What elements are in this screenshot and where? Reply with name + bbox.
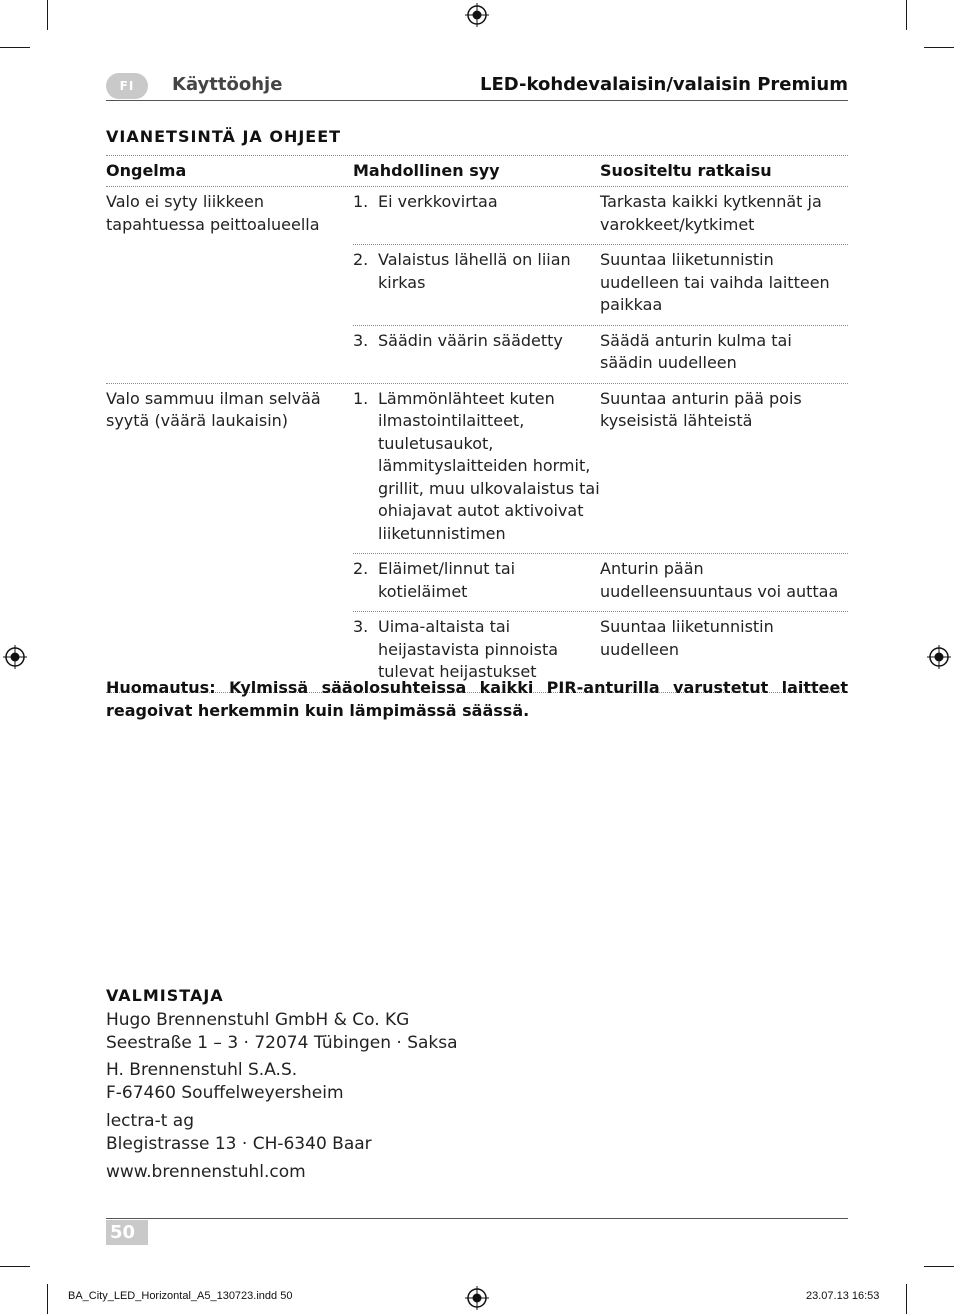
note-paragraph: Huomautus: Kylmissä sääolosuhteissa kaikki PIR-anturilla varustetut laitteet reagoivat herkemmin kuin lämpimässä säässä.: [106, 678, 848, 720]
footer-divider: [106, 1218, 848, 1219]
manufacturer-address-line: lectra-t ag: [106, 1111, 195, 1131]
crop-mark-bottom-right-h: [924, 1266, 954, 1267]
cause-list: [353, 187, 848, 383]
registration-mark-icon: [927, 645, 951, 669]
cause-number: 3.: [353, 330, 369, 350]
solution-cell: Tarkasta kaikki kytkennät ja varokkeet/kytkimet: [600, 192, 822, 234]
crop-mark-bottom-right-v: [906, 1284, 907, 1314]
manufacturer-address-line: Hugo Brennenstuhl GmbH & Co. KG: [106, 1010, 410, 1030]
problem-cell: Valo ei syty liikkeen tapahtuessa peittoalueella: [106, 192, 320, 234]
solution-cell: Suuntaa liiketunnistin uudelleen tai vaihda laitteen paikkaa: [600, 250, 830, 314]
cause-cell: [353, 558, 600, 603]
table-row: [353, 244, 848, 325]
crop-mark-top-left-v: [47, 0, 48, 30]
table-row: [353, 187, 848, 244]
table-row: [353, 384, 848, 554]
registration-mark-icon: [3, 645, 27, 669]
solution-cell: Suuntaa anturin pää pois kyseisistä lähteistä: [600, 388, 802, 430]
troubleshooting-table: [106, 155, 848, 693]
registration-mark-icon: [465, 1286, 489, 1310]
language-badge: FI: [106, 73, 148, 99]
crop-mark-top-right-v: [906, 0, 907, 30]
crop-mark-bottom-left-v: [47, 1284, 48, 1314]
header-right-title: LED-kohdevalaisin/valaisin Premium: [479, 74, 848, 95]
column-header-problem: Ongelma: [106, 160, 187, 180]
cause-list: [353, 384, 848, 692]
cause-number: 3.: [353, 617, 369, 636]
cause-text: Säädin väärin säädetty: [378, 330, 563, 350]
table-group: [106, 187, 848, 383]
table-row: [353, 553, 848, 611]
date-slug: 23.07.13 16:53: [806, 1290, 880, 1302]
table-header-row: [106, 156, 848, 186]
section-title: VIANETSINTÄ JA OHJEET: [106, 127, 342, 146]
manufacturer-address-line: H. Brennenstuhl S.A.S.: [106, 1060, 298, 1080]
cause-cell: [353, 249, 600, 317]
cause-number: 2.: [353, 250, 369, 269]
cause-number: 1.: [353, 388, 369, 408]
manufacturer-title: VALMISTAJA: [106, 986, 224, 1005]
solution-cell: Säädä anturin kulma tai säädin uudelleen: [600, 330, 792, 372]
crop-mark-top-right-h: [924, 47, 954, 48]
crop-mark-bottom-left-h: [0, 1266, 30, 1267]
cause-cell: [353, 388, 600, 546]
cause-cell: [353, 191, 600, 236]
cause-text: Uima-altaista tai heijastavista pinnoista tulevat heijastukset: [378, 617, 559, 681]
manufacturer-address-line: Blegistrasse 13 · CH-6340 Baar: [106, 1134, 372, 1154]
file-slug: BA_City_LED_Horizontal_A5_130723.indd 50: [68, 1290, 293, 1302]
cause-text: Lämmönlähteet kuten ilmastointilaitteet, tuuletusaukot, lämmityslaitteiden hormit, grillit, muu ulkovalaistus tai ohiajavat autot aktivoivat liiketunnistimen: [378, 388, 600, 543]
column-header-cause: Mahdollinen syy: [353, 160, 500, 180]
cause-number: 1.: [353, 192, 369, 211]
crop-mark-top-left-h: [0, 47, 30, 48]
manufacturer-address-line: F-67460 Souffelweyersheim: [106, 1083, 344, 1103]
manufacturer-address-line: Seestraße 1 – 3 · 72074 Tübingen · Saksa: [106, 1033, 458, 1053]
cause-cell: [353, 616, 600, 684]
cause-text: Eläimet/linnut tai kotieläimet: [378, 559, 516, 601]
cause-number: 2.: [353, 559, 369, 578]
cause-text: Ei verkkovirtaa: [378, 192, 498, 211]
cause-text: Valaistus lähellä on liian kirkas: [378, 250, 571, 292]
table-row: [353, 325, 848, 383]
header-divider: [106, 100, 848, 101]
header-left-title: Käyttöohje: [172, 74, 283, 95]
problem-cell: Valo sammuu ilman selvää syytä (väärä laukaisin): [106, 388, 321, 430]
column-header-solution: Suositeltu ratkaisu: [600, 160, 772, 180]
solution-cell: Suuntaa liiketunnistin uudelleen: [600, 617, 774, 659]
page-number: 50: [106, 1220, 148, 1245]
table-group: [106, 384, 848, 692]
registration-mark-icon: [465, 3, 489, 27]
solution-cell: Anturin pään uudelleensuuntaus voi auttaa: [600, 559, 839, 601]
website-link[interactable]: www.brennenstuhl.com: [106, 1162, 306, 1182]
cause-cell: [353, 330, 600, 375]
